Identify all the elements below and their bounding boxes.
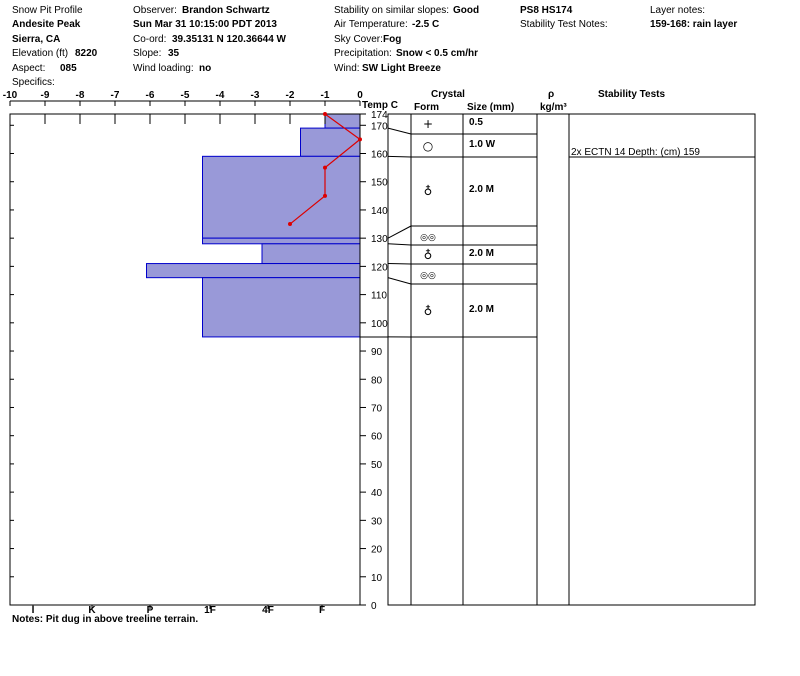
crystal-form-icon: ♁ bbox=[423, 184, 433, 198]
temperature-point bbox=[323, 166, 327, 170]
hardness-tick-label: 4F bbox=[262, 605, 274, 616]
precip-label: Precipitation: bbox=[334, 48, 392, 59]
stability-label: Stability on similar slopes: bbox=[334, 5, 450, 16]
crystal-size: 2.0 M bbox=[469, 248, 495, 259]
height-tick-label: 130 bbox=[371, 234, 388, 246]
height-tick-label: 160 bbox=[371, 149, 388, 161]
temperature-point bbox=[323, 194, 327, 198]
datetime: Sun Mar 31 10:15:00 PDT 2013 bbox=[133, 19, 277, 30]
layer-notes-value: 159-168: rain layer bbox=[650, 19, 738, 30]
crystal-size: 2.0 M bbox=[469, 184, 495, 195]
hardness-tick-label: I bbox=[31, 605, 35, 616]
hardness-bar bbox=[203, 238, 361, 244]
height-tick-label: 120 bbox=[371, 262, 388, 274]
wind-label: Wind: bbox=[334, 63, 360, 74]
stability-value: Good bbox=[453, 5, 480, 16]
stability-tests-header: Stability Tests bbox=[598, 89, 666, 100]
sky-label: Sky Cover: bbox=[334, 34, 383, 45]
crystal-form-icon: ○ bbox=[422, 139, 434, 153]
temperature-point bbox=[358, 137, 362, 141]
wind-loading-value: no bbox=[199, 63, 212, 74]
layer-connector bbox=[388, 244, 411, 245]
temperature-point bbox=[323, 112, 327, 116]
hardness-tick-label: F bbox=[318, 605, 326, 616]
crystal-form-icon: ◎◎ bbox=[420, 233, 436, 243]
height-tick-label: 20 bbox=[371, 544, 383, 556]
observer-label: Observer: bbox=[133, 5, 177, 16]
region: Sierra, CA bbox=[12, 34, 61, 45]
location-name: Andesite Peak bbox=[12, 19, 81, 30]
layer-connector bbox=[388, 156, 411, 157]
height-tick-label: 110 bbox=[371, 290, 387, 302]
temp-tick-label: -4 bbox=[215, 90, 225, 101]
temp-tick-label: -7 bbox=[110, 90, 120, 101]
height-tick-label: 170 bbox=[371, 121, 388, 133]
temp-tick-label: 0 bbox=[357, 90, 363, 101]
height-tick-label: 80 bbox=[371, 375, 383, 387]
slope-value: 35 bbox=[168, 48, 180, 59]
layer-notes-label: Layer notes: bbox=[650, 5, 706, 16]
stability-test-text: 2x ECTN 14 Depth: (cm) 159 bbox=[571, 147, 700, 158]
aspect-label: Aspect: bbox=[12, 63, 46, 74]
height-tick-label: 60 bbox=[371, 431, 383, 443]
air-temp-value: -2.5 C bbox=[412, 19, 440, 30]
height-tick-label: 40 bbox=[371, 488, 383, 500]
table-frame bbox=[388, 114, 755, 605]
wind-loading-label: Wind loading: bbox=[133, 63, 194, 74]
crystal-size: 2.0 M bbox=[469, 304, 495, 315]
temp-tick-label: -1 bbox=[320, 90, 330, 101]
temp-header: Temp C bbox=[362, 100, 398, 111]
layer-connector bbox=[388, 226, 411, 238]
hardness-tick-label: K bbox=[88, 605, 96, 616]
layer-connector bbox=[388, 128, 411, 134]
observer-value: Brandon Schwartz bbox=[182, 5, 270, 16]
temp-tick-label: -6 bbox=[145, 90, 155, 101]
temp-tick-label: -9 bbox=[40, 90, 50, 101]
temp-tick-label: -5 bbox=[180, 90, 190, 101]
temperature-point bbox=[288, 222, 292, 226]
crystal-size: 1.0 W bbox=[469, 139, 496, 150]
height-tick-label: 174 bbox=[371, 110, 388, 121]
rho-header: ρ bbox=[548, 89, 555, 100]
height-tick-label: 10 bbox=[371, 572, 383, 584]
height-tick-label: 140 bbox=[371, 205, 388, 217]
stability-test-notes-label: Stability Test Notes: bbox=[520, 19, 608, 30]
crystal-form-icon: ♁ bbox=[423, 304, 433, 318]
crystal-form-icon: ♁ bbox=[423, 248, 433, 262]
hardness-bar bbox=[203, 278, 361, 337]
temp-tick-label: -10 bbox=[2, 90, 18, 101]
ps-label: PS8 HS174 bbox=[520, 5, 573, 16]
page-title: Snow Pit Profile bbox=[12, 5, 83, 16]
crystal-form-icon: ◎◎ bbox=[420, 271, 436, 281]
elevation-label: Elevation (ft) bbox=[12, 48, 69, 59]
air-temp-label: Air Temperature: bbox=[334, 19, 408, 30]
hardness-tick-label: P bbox=[146, 605, 154, 616]
coord-value: 39.35131 N 120.36644 W bbox=[172, 34, 286, 45]
crystal-header: Crystal bbox=[431, 89, 465, 100]
temp-tick-label: -2 bbox=[285, 90, 295, 101]
sky-value: Fog bbox=[383, 34, 402, 45]
height-tick-label: 90 bbox=[371, 347, 383, 359]
wind-value: SW Light Breeze bbox=[362, 63, 441, 74]
height-tick-label: 50 bbox=[371, 459, 383, 471]
hardness-tick-label: 1F bbox=[204, 605, 216, 616]
crystal-size: 0.5 bbox=[469, 117, 483, 128]
hardness-bar bbox=[147, 264, 361, 278]
height-tick-label: 100 bbox=[371, 318, 388, 330]
notes: Notes: Pit dug in above treeline terrain. bbox=[12, 614, 199, 625]
aspect-value: 085 bbox=[60, 63, 77, 74]
height-tick-label: 70 bbox=[371, 403, 383, 415]
temp-tick-label: -8 bbox=[75, 90, 85, 101]
size-header: Size (mm) bbox=[467, 102, 515, 113]
height-tick-label: 30 bbox=[371, 516, 383, 528]
coord-label: Co-ord: bbox=[133, 34, 167, 45]
height-tick-label: 150 bbox=[371, 177, 388, 189]
temp-tick-label: -3 bbox=[250, 90, 260, 101]
hardness-bar bbox=[262, 244, 360, 264]
precip-value: Snow < 0.5 cm/hr bbox=[396, 48, 478, 59]
hardness-bar bbox=[203, 156, 361, 238]
elevation-value: 8220 bbox=[75, 48, 98, 59]
crystal-form-icon: + bbox=[422, 117, 434, 131]
layer-connector bbox=[388, 278, 411, 284]
density-unit-header: kg/m³ bbox=[540, 102, 567, 113]
slope-label: Slope: bbox=[133, 48, 162, 59]
height-tick-label: 0 bbox=[371, 601, 377, 612]
specifics-label: Specifics: bbox=[12, 77, 55, 88]
form-header: Form bbox=[414, 102, 439, 113]
